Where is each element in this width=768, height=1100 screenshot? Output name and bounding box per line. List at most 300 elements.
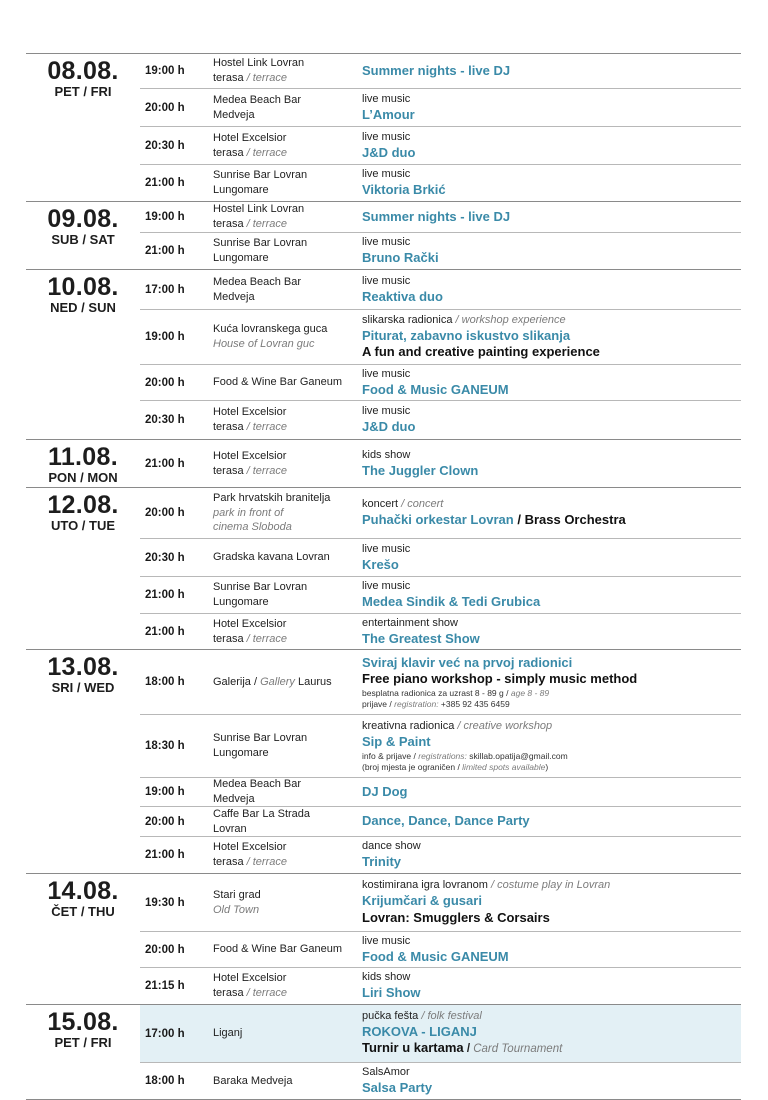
event-info <box>362 209 741 226</box>
event-subtitle-sep: / <box>463 1043 474 1056</box>
event-title <box>362 145 741 162</box>
event-note-text: / <box>387 698 395 709</box>
event-info <box>362 1065 741 1096</box>
event-time: 21:00 h <box>145 177 185 189</box>
event-title <box>362 985 741 1002</box>
event-type-en: folk festival <box>427 1010 482 1022</box>
event-venue <box>213 675 362 690</box>
day-date: 08.08. <box>47 57 119 85</box>
event-type-hr: kreativna radionica <box>362 720 455 733</box>
venue-name: Sunrise Bar Lovran <box>213 169 308 182</box>
event-row <box>140 874 741 931</box>
venue-area-en: terrace <box>252 632 287 645</box>
event-info <box>362 784 741 801</box>
event-title <box>362 250 741 267</box>
event-title-text: The Juggler Clown <box>362 462 479 478</box>
venue-sep: / <box>243 632 253 645</box>
venue-sep: / <box>243 72 253 84</box>
event-venue <box>213 777 362 806</box>
event-type-en: concert <box>407 498 444 511</box>
event-time: 21:00 h <box>145 245 185 257</box>
event-type: live music <box>362 542 411 555</box>
venue-sep: / <box>243 464 253 477</box>
venue-line <box>213 217 362 232</box>
event-info <box>362 497 741 528</box>
event-note-text: +385 92 435 6459 <box>438 698 510 709</box>
event-title-text: Salsa Party <box>362 1080 433 1096</box>
event-title <box>362 734 741 751</box>
event-venue <box>213 236 362 265</box>
event-title <box>362 893 741 910</box>
event-note <box>362 688 741 699</box>
event-title <box>362 182 741 199</box>
event-title <box>362 784 741 801</box>
date-column <box>26 270 140 439</box>
day-block <box>26 487 741 649</box>
event-row <box>140 931 741 967</box>
event-title <box>362 209 741 226</box>
venue-sep: / <box>243 987 253 999</box>
event-title-text: J&D duo <box>362 419 416 435</box>
event-title <box>362 1080 741 1097</box>
event-type: kids show <box>362 448 411 461</box>
event-info <box>362 167 741 198</box>
venue-sep: / <box>243 146 253 159</box>
event-title-text: L’Amour <box>362 106 415 122</box>
venue-name: Hotel Excelsior <box>213 131 287 144</box>
day-weekday: ČET / THU <box>51 904 115 919</box>
day-weekday: NED / SUN <box>50 300 116 315</box>
event-subtitle: Lovran: Smugglers & Corsairs <box>362 909 550 925</box>
event-info <box>362 878 741 926</box>
event-row <box>140 126 741 164</box>
event-row <box>140 202 741 232</box>
event-note-text: info & prijave <box>362 750 412 761</box>
event-type: kids show <box>362 971 411 984</box>
event-venue <box>213 1026 362 1041</box>
event-subtitle: A fun and creative painting experience <box>362 344 600 360</box>
venue-name: Galerija <box>213 675 251 688</box>
venue-area-en: terrace <box>252 146 287 159</box>
event-time: 20:30 h <box>145 414 185 426</box>
event-type: live music <box>362 236 411 249</box>
event-info <box>362 719 741 772</box>
event-type-hr: koncert <box>362 498 399 511</box>
venue-name: Caffe Bar La Strada <box>213 807 311 820</box>
event-venue <box>213 202 362 231</box>
event-row <box>140 488 741 538</box>
event-title-text: Trinity <box>362 854 402 870</box>
event-info <box>362 235 741 266</box>
date-column <box>26 650 140 873</box>
event-type: live music <box>362 580 411 593</box>
event-time: 17:00 h <box>145 283 185 296</box>
event-row <box>140 538 741 576</box>
event-title <box>362 813 741 830</box>
event-title <box>362 107 741 124</box>
event-type: dance show <box>362 840 421 853</box>
event-title-text: DJ Dog <box>362 783 408 799</box>
day-block <box>26 269 741 439</box>
date-column <box>26 202 140 269</box>
event-type <box>362 1009 741 1024</box>
event-time: 21:00 h <box>145 849 185 861</box>
venue-name: Hotel Excelsior <box>213 617 287 630</box>
event-row <box>140 270 741 309</box>
event-row <box>140 836 741 873</box>
event-venue <box>213 56 362 85</box>
event-info <box>362 92 741 123</box>
event-title-text: J&D duo <box>362 144 416 160</box>
venue-name-en: House of Lovran guc <box>213 338 315 350</box>
venue-name: Park hrvatskih branitelja <box>213 492 331 505</box>
event-title-text: Dance, Dance, Dance Party <box>362 813 530 829</box>
event-title-text: Liri Show <box>362 985 421 1001</box>
event-info <box>362 313 741 361</box>
venue-name: Lovran <box>213 822 247 835</box>
venue-line <box>213 420 362 435</box>
event-row <box>140 806 741 836</box>
event-title-text: Sip & Paint <box>362 734 431 750</box>
event-title-text: Reaktiva duo <box>362 288 443 304</box>
event-venue <box>213 580 362 609</box>
event-type-hr: pučka fešta <box>362 1010 419 1022</box>
event-title-text: Puhački orkestar Lovran <box>362 512 514 528</box>
venue-area-en: terrace <box>252 464 287 477</box>
day-events <box>140 874 741 1004</box>
event-info <box>362 542 741 573</box>
event-title-text: The Greatest Show <box>362 630 480 646</box>
event-info <box>362 970 741 1001</box>
venue-name: Hotel Excelsior <box>213 449 287 462</box>
event-title <box>362 949 741 966</box>
event-row <box>140 777 741 806</box>
venue-area: terasa <box>213 146 244 159</box>
day-date: 11.08. <box>48 443 118 471</box>
event-venue <box>213 168 362 197</box>
event-row <box>140 440 741 487</box>
event-time: 19:30 h <box>145 896 185 909</box>
event-title-text: Summer nights - live DJ <box>362 62 511 78</box>
event-venue <box>213 491 362 535</box>
venue-area: terasa <box>213 464 244 477</box>
event-type: SalsAmor <box>362 1066 410 1079</box>
day-events <box>140 440 741 487</box>
venue-name: Stari grad <box>213 888 261 901</box>
event-title-text: Krijumčari & gusari <box>362 893 482 909</box>
event-row <box>140 54 741 88</box>
event-venue <box>213 731 362 760</box>
event-title <box>362 63 741 80</box>
event-type: live music <box>362 934 411 947</box>
event-row <box>140 88 741 126</box>
day-events <box>140 202 741 269</box>
venue-area: terasa <box>213 632 244 645</box>
event-title <box>362 512 741 529</box>
venue-sep: / <box>243 421 253 433</box>
event-type: live music <box>362 405 411 418</box>
venue-name: Sunrise Bar Lovran <box>213 581 308 594</box>
day-weekday: SRI / WED <box>51 680 115 695</box>
venue-sep: / <box>243 856 253 868</box>
event-info <box>362 448 741 479</box>
event-title-text: Piturat, zabavno iskustvo slikanja <box>362 327 571 343</box>
venue-name: Gradska kavana Lovran <box>213 551 330 564</box>
event-venue <box>213 449 362 478</box>
event-type-hr: kostimirana igra lovranom <box>362 879 488 892</box>
day-block <box>26 1004 741 1100</box>
event-title <box>362 328 741 345</box>
event-type-en: costume play in Lovran <box>497 879 611 892</box>
event-type-sep: / <box>398 498 408 511</box>
event-time: 19:00 h <box>145 211 185 223</box>
event-note-en: registrations: <box>418 750 467 761</box>
event-info <box>362 813 741 830</box>
event-type: entertainment show <box>362 616 458 629</box>
event-note-text: prijave <box>362 698 388 709</box>
venue-name: Medea Beach Bar <box>213 93 302 106</box>
venue-name: Food & Wine Bar Ganeum <box>213 376 343 389</box>
venue-area-en: terrace <box>252 421 287 433</box>
event-venue <box>213 840 362 869</box>
event-title <box>362 1024 741 1041</box>
event-type <box>362 497 741 512</box>
event-title <box>362 557 741 574</box>
venue-name-en: cinema Sloboda <box>213 521 292 534</box>
event-time: 20:00 h <box>145 507 185 519</box>
event-subtitle <box>362 1040 741 1058</box>
venue-name-en: Gallery <box>260 675 295 688</box>
event-row <box>140 164 741 201</box>
date-column <box>26 440 140 487</box>
venue-area: terasa <box>213 421 244 433</box>
event-venue <box>213 322 362 351</box>
event-row <box>140 1062 741 1099</box>
venue-name: Food & Wine Bar Ganeum <box>213 943 343 956</box>
venue-name: Liganj <box>213 1027 243 1040</box>
event-row <box>140 613 741 649</box>
venue-name: Sunrise Bar Lovran <box>213 237 308 250</box>
day-block <box>26 439 741 487</box>
day-weekday: PET / FRI <box>54 84 112 99</box>
event-type: live music <box>362 168 411 181</box>
event-time: 21:00 h <box>145 625 185 638</box>
event-row <box>140 576 741 613</box>
event-type-sep: / <box>452 313 462 326</box>
event-type: live music <box>362 274 411 287</box>
venue-name: Hostel Link Lovran <box>213 57 305 70</box>
event-title-text: ROKOVA - LIGANJ <box>362 1023 477 1039</box>
day-date: 14.08. <box>47 877 119 905</box>
event-title <box>362 382 741 399</box>
day-date: 10.08. <box>47 273 119 301</box>
venue-line <box>213 855 362 870</box>
event-type-sep: / <box>454 720 464 733</box>
day-block <box>26 649 741 873</box>
day-weekday: PET / FRI <box>54 1035 112 1050</box>
event-info <box>362 1009 741 1058</box>
venue-name: Lungomare <box>213 596 269 608</box>
venue-name-en: Old Town <box>213 903 260 916</box>
event-note-text: / <box>455 761 463 772</box>
event-venue <box>213 550 362 565</box>
venue-name: Kuća lovranskega guca <box>213 323 328 336</box>
venue-name: Lungomare <box>213 184 269 196</box>
event-time: 21:00 h <box>145 589 185 601</box>
event-time: 18:30 h <box>145 740 185 752</box>
day-events <box>140 650 741 873</box>
venue-line <box>213 71 362 86</box>
event-note-text: ) <box>545 761 549 772</box>
event-type <box>362 313 741 328</box>
event-venue <box>213 942 362 957</box>
venue-name: Baraka Medveja <box>213 1074 293 1087</box>
venue-line <box>213 464 362 479</box>
event-title <box>362 631 741 648</box>
venue-name: Lungomare <box>213 252 269 264</box>
event-info <box>362 404 741 435</box>
venue-line <box>213 146 362 161</box>
venue-name: Hotel Excelsior <box>213 406 287 419</box>
event-type-sep: / <box>418 1010 428 1022</box>
event-title-text: Food & Music GANEUM <box>362 381 509 397</box>
event-title <box>362 419 741 436</box>
day-events <box>140 270 741 439</box>
event-venue <box>213 275 362 304</box>
event-info <box>362 63 741 80</box>
event-venue <box>213 93 362 122</box>
event-note <box>362 762 741 773</box>
event-time: 21:15 h <box>145 980 185 992</box>
event-note-text: (broj mjesta je ograničen <box>362 761 456 772</box>
event-time: 18:00 h <box>145 1075 185 1087</box>
event-schedule <box>26 53 741 1100</box>
day-date: 13.08. <box>47 653 119 681</box>
event-venue <box>213 1074 362 1089</box>
event-time: 17:00 h <box>145 1027 185 1040</box>
event-row <box>140 1005 741 1062</box>
venue-area-en: terrace <box>252 856 287 868</box>
venue-area: terasa <box>213 856 244 868</box>
event-info <box>362 367 741 398</box>
venue-area-en: terrace <box>252 987 287 999</box>
event-venue <box>213 375 362 390</box>
day-events <box>140 1005 741 1099</box>
event-row <box>140 364 741 400</box>
date-column <box>26 488 140 649</box>
event-note-en: limited spots available <box>462 761 546 772</box>
day-events <box>140 54 741 201</box>
venue-area-en: terrace <box>252 72 287 84</box>
venue-line <box>213 986 362 1001</box>
day-weekday: UTO / TUE <box>50 518 116 533</box>
date-column <box>26 1005 140 1099</box>
event-type-hr: slikarska radionica <box>362 313 453 326</box>
venue-name-rest: Laurus <box>294 675 332 688</box>
event-time: 21:00 h <box>145 457 185 470</box>
day-date: 12.08. <box>47 491 119 519</box>
event-title-text: Summer nights - live DJ <box>362 208 511 224</box>
event-info <box>362 655 741 710</box>
event-subtitle: Free piano workshop - simply music method <box>362 671 638 687</box>
venue-sep: / <box>250 675 261 688</box>
event-venue <box>213 617 362 646</box>
venue-name: Hotel Excelsior <box>213 841 287 854</box>
event-venue <box>213 405 362 434</box>
venue-line <box>213 632 362 647</box>
event-type-en: workshop experience <box>461 313 566 326</box>
event-type: live music <box>362 130 411 143</box>
event-time: 20:00 h <box>145 376 185 389</box>
event-title-text: Viktoria Brkić <box>362 182 446 198</box>
venue-area: terasa <box>213 987 244 999</box>
event-note-text: besplatna radionica za uzrast 8 - 89 g <box>362 687 504 698</box>
event-row <box>140 650 741 714</box>
event-time: 20:00 h <box>145 815 185 828</box>
event-note <box>362 751 741 762</box>
event-row <box>140 967 741 1004</box>
venue-name: Medveja <box>213 290 255 303</box>
event-title <box>362 594 741 611</box>
event-title <box>362 655 741 672</box>
venue-name: Medveja <box>213 108 255 121</box>
event-row <box>140 714 741 777</box>
event-info <box>362 274 741 305</box>
day-block <box>26 201 741 269</box>
event-time: 19:00 h <box>145 65 185 77</box>
day-date: 15.08. <box>47 1008 119 1036</box>
event-title-en: / Brass Orchestra <box>513 512 626 528</box>
day-date: 09.08. <box>47 205 119 233</box>
event-venue <box>213 888 362 917</box>
event-info <box>362 579 741 610</box>
event-time: 19:00 h <box>145 786 185 798</box>
event-time: 20:00 h <box>145 943 185 956</box>
venue-line <box>213 675 362 690</box>
event-title-text: Sviraj klavir već na prvoj radionici <box>362 654 573 670</box>
day-events <box>140 488 741 649</box>
event-venue <box>213 131 362 160</box>
event-info <box>362 839 741 870</box>
day-weekday: PON / MON <box>48 470 118 485</box>
event-info <box>362 616 741 647</box>
event-type-en: creative workshop <box>463 720 553 733</box>
event-title <box>362 854 741 871</box>
event-venue <box>213 971 362 1000</box>
event-note-text: / <box>503 687 511 698</box>
venue-area: terasa <box>213 218 244 230</box>
event-time: 19:00 h <box>145 331 185 343</box>
event-time: 20:30 h <box>145 551 185 564</box>
day-block <box>26 873 741 1004</box>
event-type: live music <box>362 92 411 105</box>
event-type <box>362 719 741 734</box>
venue-name: Sunrise Bar Lovran <box>213 732 308 745</box>
event-info <box>362 934 741 965</box>
event-subtitle-hr: Turnir u kartama <box>362 1040 464 1056</box>
event-subtitle-en: Card Tournament <box>473 1043 563 1056</box>
date-column <box>26 874 140 1004</box>
date-column <box>26 54 140 201</box>
event-type <box>362 878 741 893</box>
event-row <box>140 400 741 439</box>
event-time: 20:30 h <box>145 139 185 152</box>
venue-name-en: park in front of <box>213 506 284 519</box>
event-title-text: Krešo <box>362 556 399 572</box>
event-note-en: age 8 - 89 <box>510 687 550 698</box>
event-title-text: Food & Music GANEUM <box>362 948 509 964</box>
event-venue <box>213 807 362 836</box>
